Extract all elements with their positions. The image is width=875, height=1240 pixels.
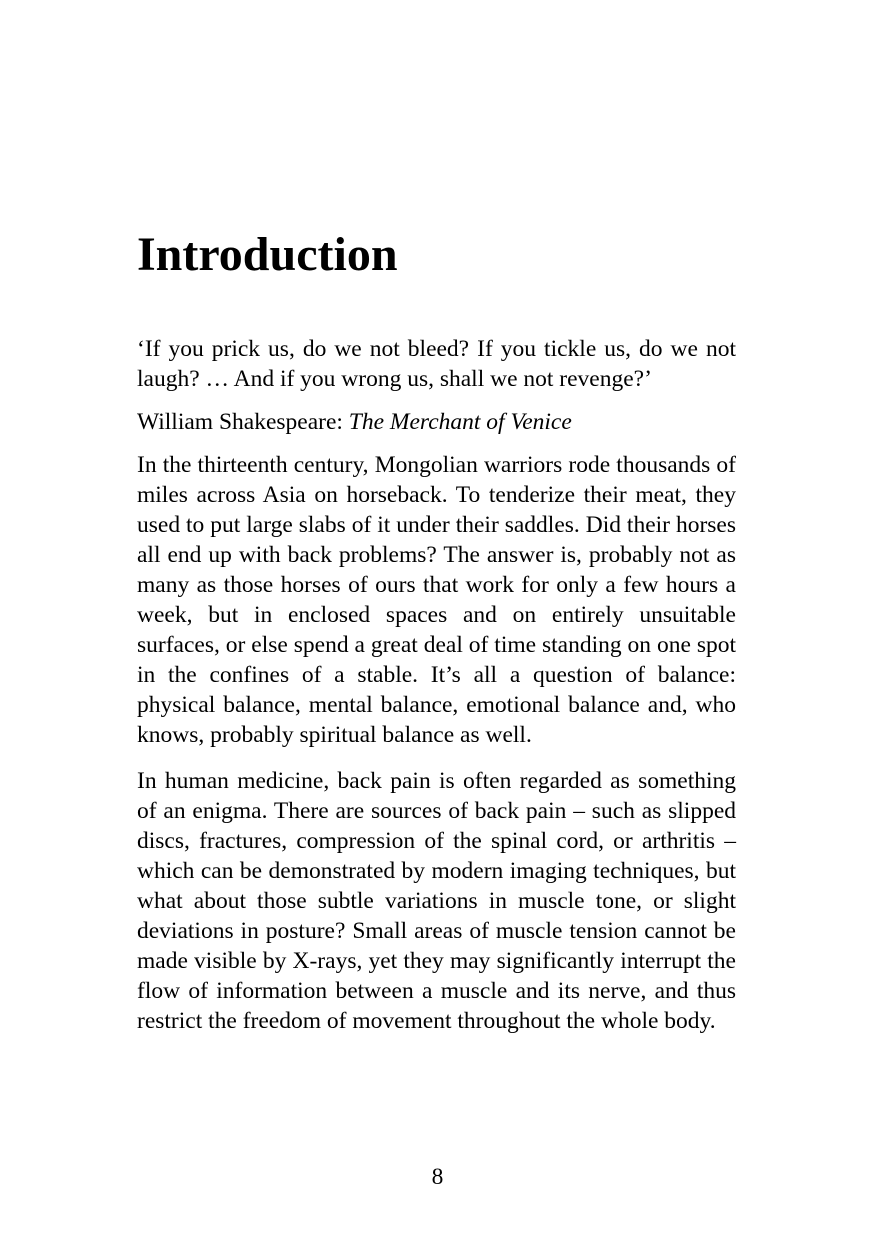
body-text bbox=[137, 334, 736, 1036]
paragraph-1: In the thirteenth century, Mongolian warriors rode thousands of miles across Asia on horseback. To tenderize their meat, they used to put large slabs of it under their saddles. Did their horses all end up with back problems? The answer is, probably not as many as those horses of ours that work for only a few hours a week, but in enclosed spaces and on entirely unsuitable surfaces, or else spend a great deal of time standing on one spot in the confines of a stable. It’s all a question of balance: physical balance, mental balance, emotional balance and, who knows, probably spiritual balance as well. bbox=[137, 452, 736, 748]
paragraph-2: In human medicine, back pain is often regarded as something of an enigma. There are sources of back pain – such as slipped discs, fractures, compression of the spinal cord, or arthritis – which can be demonstrated by modern imaging techniques, but what about those subtle variations in muscle tone, or slight deviations in posture? Small areas of muscle tension cannot be made visible by X-rays, yet they may significantly interrupt the flow of information between a muscle and its nerve, and thus restrict the freedom of movement throughout the whole body. bbox=[137, 768, 736, 1034]
epigraph-attribution bbox=[137, 407, 736, 437]
page-number: 8 bbox=[431, 1164, 444, 1190]
epigraph-author: William Shakespeare: bbox=[137, 409, 349, 435]
chapter-title: Introduction bbox=[137, 228, 398, 281]
epigraph-quote: ‘If you prick us, do we not bleed? If you tickle us, do we not laugh? … And if you wrong us, shall we not revenge?’ bbox=[137, 336, 736, 392]
epigraph-work-title: The Merchant of Venice bbox=[348, 409, 572, 435]
